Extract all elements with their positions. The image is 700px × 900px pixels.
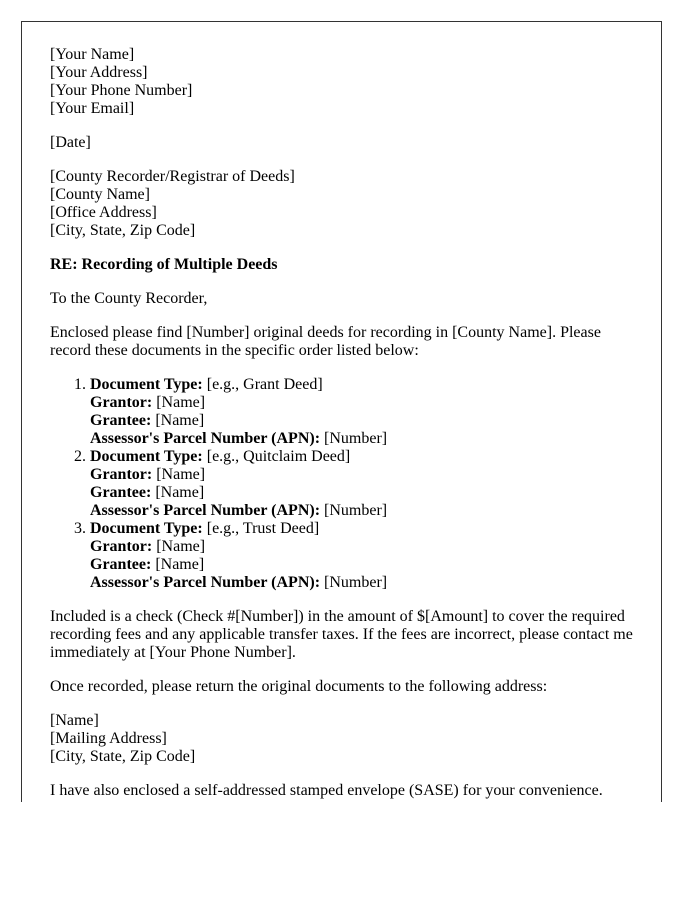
- deed1-type-label: Document Type:: [90, 376, 203, 393]
- deed1-grantee-label: Grantee:: [90, 412, 152, 429]
- deed1-grantor-label: Grantor:: [90, 394, 153, 411]
- deed2-grantee-label: Grantee:: [90, 484, 152, 501]
- return-name: [Name]: [50, 712, 99, 729]
- return-address-block: [50, 712, 633, 766]
- sender-phone: [Your Phone Number]: [50, 82, 193, 99]
- deed-item-3: [90, 520, 633, 592]
- deed2-apn-label: Assessor's Parcel Number (APN):: [90, 502, 321, 519]
- deed3-grantee-label: Grantee:: [90, 556, 152, 573]
- date-placeholder: [Date]: [50, 134, 91, 151]
- deed2-type-label: Document Type:: [90, 448, 203, 465]
- recipient-city-state-zip: [City, State, Zip Code]: [50, 222, 196, 239]
- deed1-grantor-value: [Name]: [156, 394, 206, 411]
- date-line: [50, 134, 633, 152]
- return-city-state-zip: [City, State, Zip Code]: [50, 748, 196, 765]
- deed2-grantee-value: [Name]: [155, 484, 205, 501]
- sender-email: [Your Email]: [50, 100, 135, 117]
- deed1-grantee-value: [Name]: [155, 412, 205, 429]
- salutation: To the County Recorder,: [50, 290, 208, 307]
- recipient-office: [County Recorder/Registrar of Deeds]: [50, 168, 295, 185]
- fees-paragraph: Included is a check (Check #[Number]) in the amount of $[Amount] to cover the required recording fees and any applicable transfer taxes. If the fees are incorrect, please contact me immediately at [Your Phone Number].: [50, 608, 633, 661]
- deed2-apn-value: [Number]: [324, 502, 388, 519]
- subject-text: RE: Recording of Multiple Deeds: [50, 256, 278, 273]
- return-instruction-paragraph: Once recorded, please return the original documents to the following address:: [50, 678, 548, 695]
- deed1-type-value: [e.g., Grant Deed]: [206, 376, 323, 393]
- subject-line: [50, 256, 633, 274]
- deed3-grantee-value: [Name]: [155, 556, 205, 573]
- deed-item-1: [90, 376, 633, 448]
- sase-paragraph: I have also enclosed a self-addressed stamped envelope (SASE) for your convenience.: [50, 782, 603, 799]
- return-mailing-address: [Mailing Address]: [50, 730, 167, 747]
- deed3-grantor-value: [Name]: [156, 538, 206, 555]
- recipient-street: [Office Address]: [50, 204, 157, 221]
- deed3-apn-value: [Number]: [324, 574, 388, 591]
- deed2-grantor-value: [Name]: [156, 466, 206, 483]
- recipient-address-block: [50, 168, 633, 240]
- deed-item-2: [90, 448, 633, 520]
- recipient-county: [County Name]: [50, 186, 150, 203]
- sender-name: [Your Name]: [50, 46, 135, 63]
- intro-paragraph: Enclosed please find [Number] original deeds for recording in [County Name]. Please record these documents in the specific order listed below:: [50, 324, 601, 359]
- deeds-list: [50, 376, 633, 592]
- deed1-apn-label: Assessor's Parcel Number (APN):: [90, 430, 321, 447]
- deed3-apn-label: Assessor's Parcel Number (APN):: [90, 574, 321, 591]
- sender-address-block: [50, 46, 633, 118]
- deed3-grantor-label: Grantor:: [90, 538, 153, 555]
- letter-container: [21, 21, 662, 802]
- deed2-grantor-label: Grantor:: [90, 466, 153, 483]
- deed3-type-value: [e.g., Trust Deed]: [206, 520, 320, 537]
- deed3-type-label: Document Type:: [90, 520, 203, 537]
- deed2-type-value: [e.g., Quitclaim Deed]: [206, 448, 351, 465]
- deed1-apn-value: [Number]: [324, 430, 388, 447]
- sender-address: [Your Address]: [50, 64, 148, 81]
